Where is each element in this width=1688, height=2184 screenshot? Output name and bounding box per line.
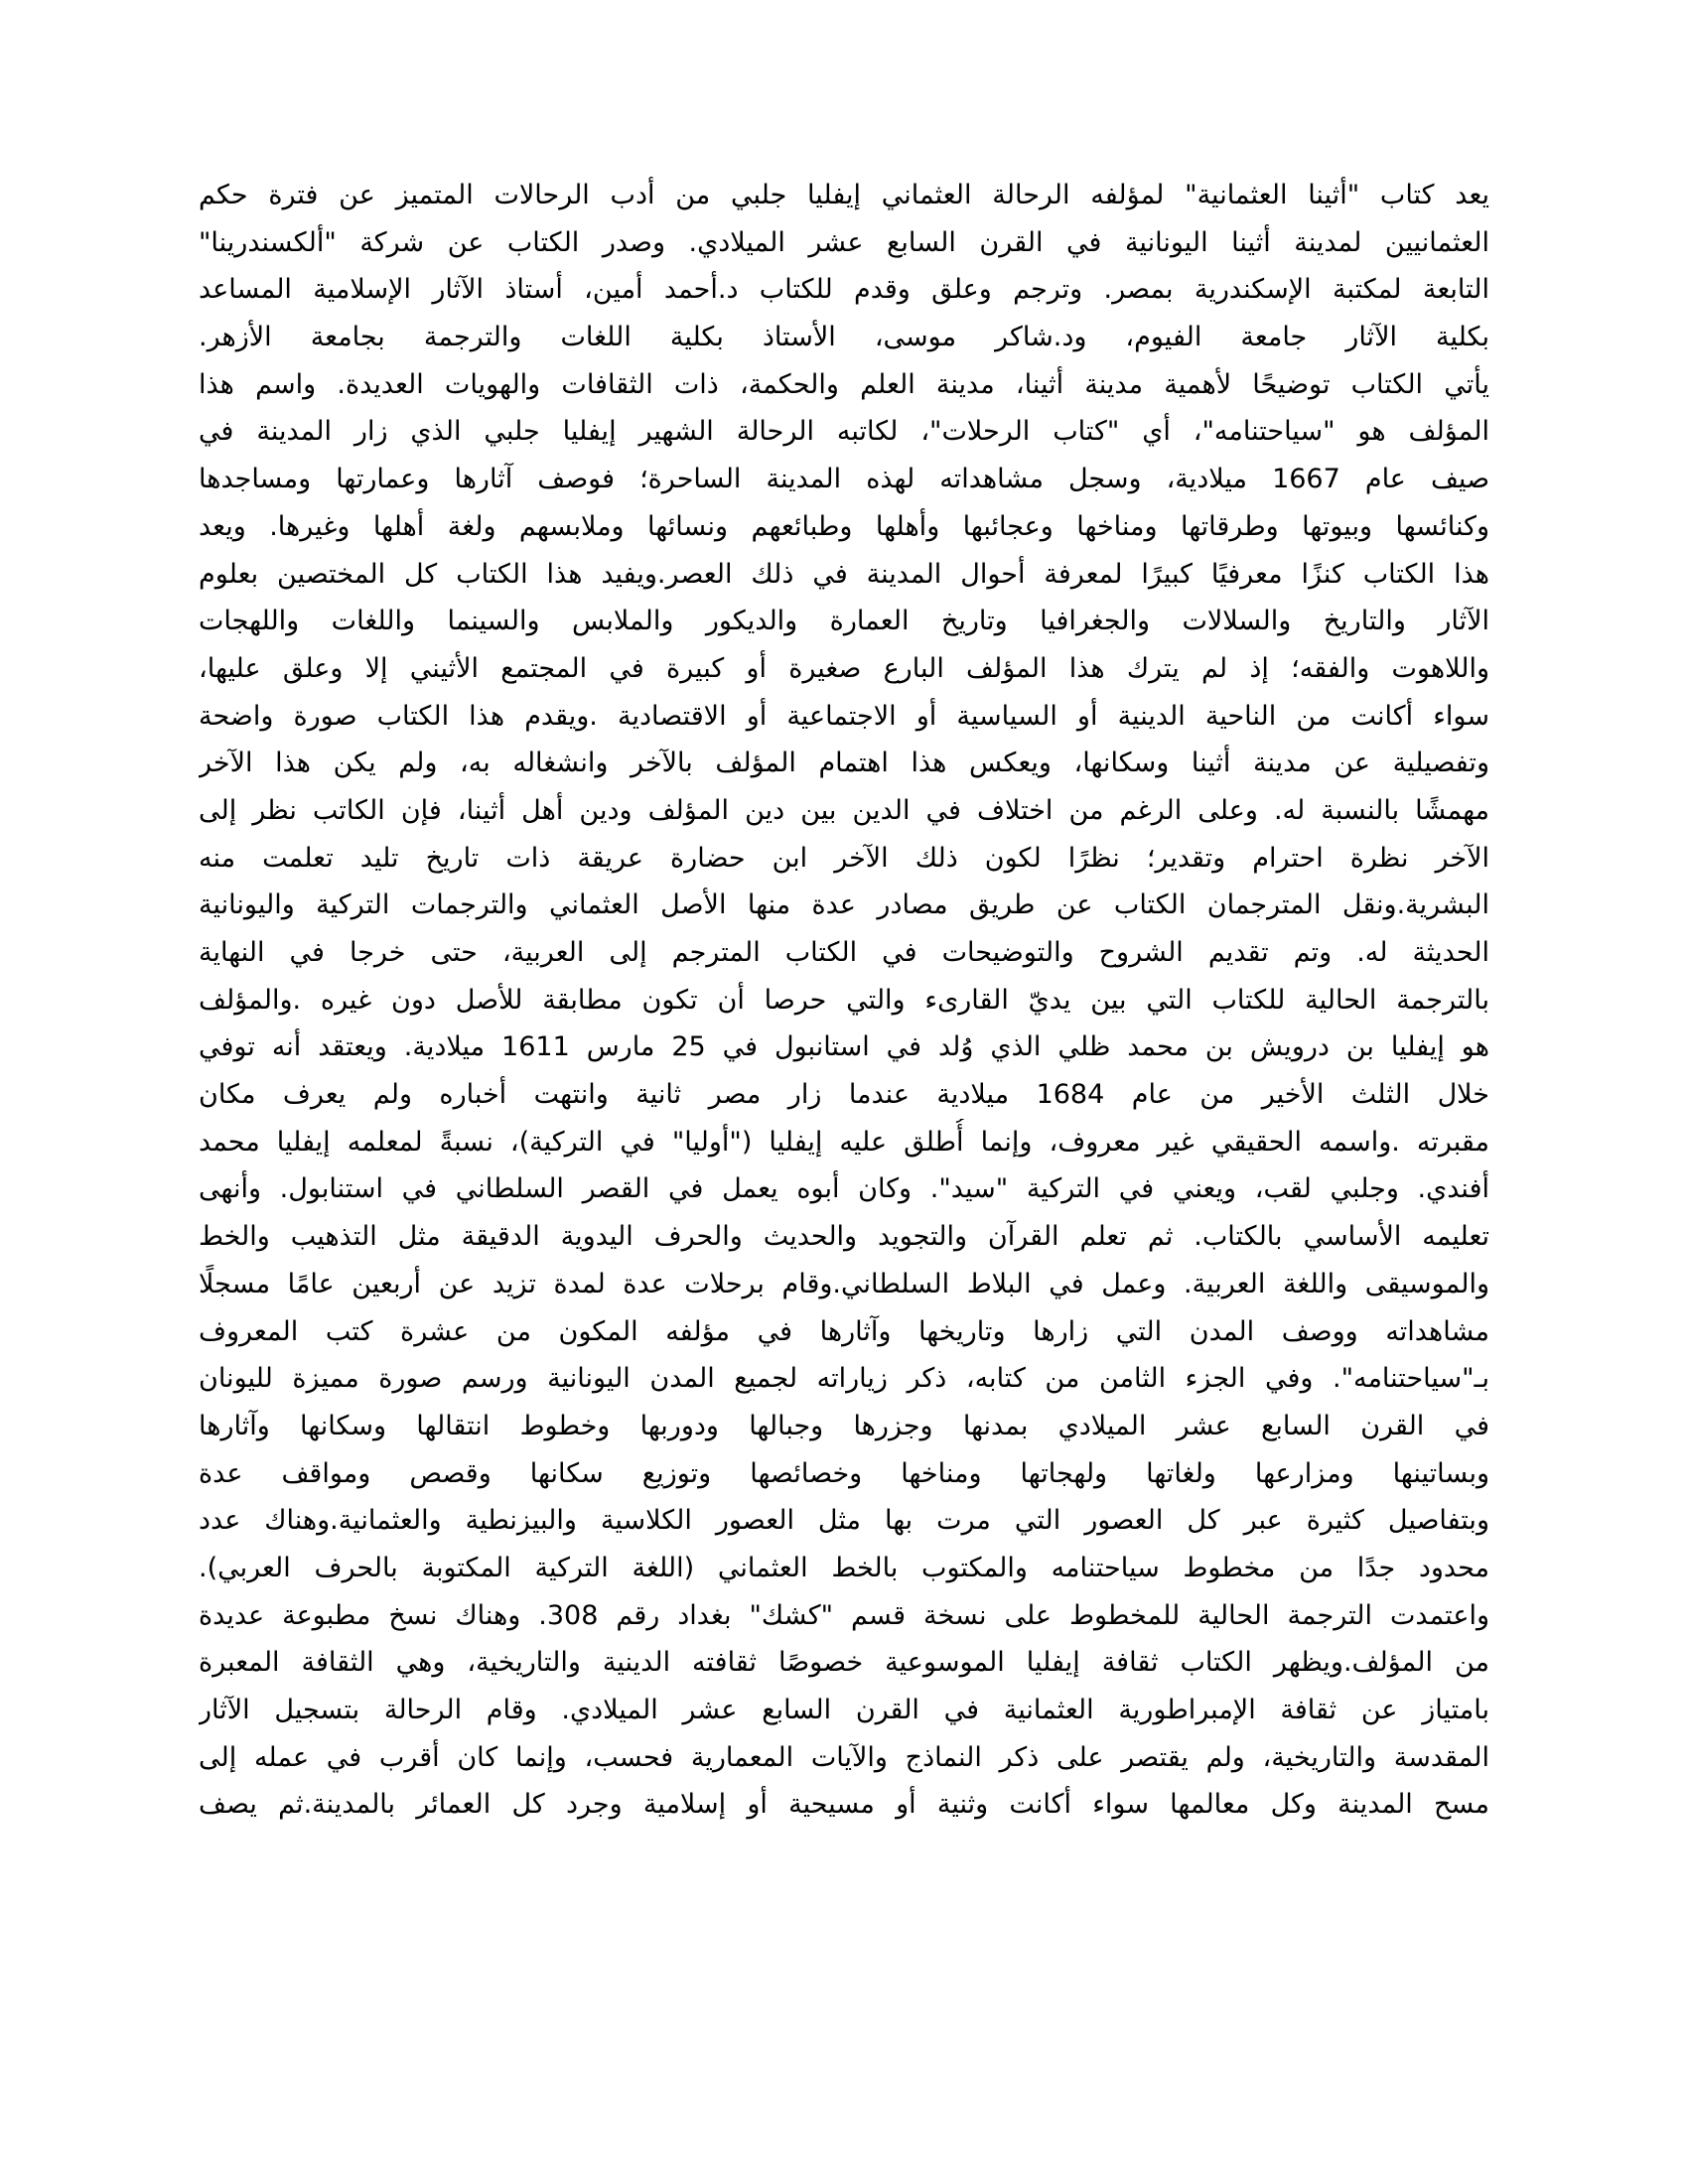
text-line: مقبرته .واسمه الحقيقي غير معروف، وإنما أُطلق عليه إيفليا ("أوليا" في التركية)، نسبةً لمعلمه إيفليا محمد [199, 1126, 1489, 1158]
text-line: وبتفاصيل كثيرة عبر كل العصور التي مرت بها مثل العصور الكلاسية والبيزنطية والعثمانية.وهناك عدد [199, 1505, 1489, 1537]
text-line: في القرن السابع عشر الميلادي بمدنها وجزرها وجبالها ودوربها وخطوط انتقالها وسكانها وآثارها [199, 1410, 1489, 1441]
text-line: وبساتينها ومزارعها ولغاتها ولهجاتها ومناخها وخصائصها وتوزيع سكانها وقصص ومواقف عدة [199, 1457, 1489, 1489]
text-line: المقدسة والتاريخية، ولم يقتصر على ذكر النماذج والآيات المعمارية فحسب، وإنما كان أقرب في عمله إلى [199, 1741, 1489, 1773]
text-line: البشرية.ونقل المترجمان الكتاب عن طريق مصادر عدة منها الأصل العثماني والترجمات التركية واليونانية [199, 889, 1489, 921]
body-text [199, 172, 1489, 1829]
text-line: بكلية الآثار جامعة الفيوم، ود.شاكر موسى، الأستاذ بكلية اللغات والترجمة بجامعة الأزهر. [199, 322, 1489, 353]
text-line: محدود جدًا من مخطوط سياحتنامه والمكتوب بالخط العثماني (اللغة التركية المكتوبة بالحرف العربي). [199, 1552, 1489, 1583]
text-line: مشاهداته ووصف المدن التي زارها وتاريخها وآثارها في مؤلفه المكون من عشرة كتب المعروف [199, 1315, 1489, 1347]
text-line: الحديثة له. وتم تقديم الشروح والتوضيحات في الكتاب المترجم إلى العربية، حتى خرجا في النهاية [199, 937, 1489, 968]
text-line: من المؤلف.ويظهر الكتاب ثقافة إيفليا الموسوعية خصوصًا ثقافته الدينية والتاريخية، وهي الثقافة المعبرة [199, 1647, 1489, 1679]
text-line: واللاهوت والفقه؛ إذ لم يترك هذا المؤلف البارع صغيرة أو كبيرة في المجتمع الأثيني إلا وعلق عليها، [199, 652, 1489, 684]
text-line: هو إيفليا بن درويش بن محمد ظلي الذي وُلد في استانبول في 25 مارس 1611 ميلادية. ويعتقد أنه توفي [199, 1031, 1489, 1063]
text-line: يأتي الكتاب توضيحًا لأهمية مدينة أثينا، مدينة العلم والحكمة، ذات الثقافات والهويات العديدة. واسم هذا [199, 368, 1489, 400]
text-line: واعتمدت الترجمة الحالية للمخطوط على نسخة قسم "كشك" بغداد رقم 308. وهناك نسخ مطبوعة عديدة [199, 1599, 1489, 1631]
text-line: خلال الثلث الأخير من عام 1684 ميلادية عندما زار مصر ثانية وانتهت أخباره ولم يعرف مكان [199, 1079, 1489, 1111]
text-line: المؤلف هو "سياحتنامه"، أي "كتاب الرحلات"، لكاتبه الرحالة الشهير إيفليا جلبي الذي زار المدينة في [199, 416, 1489, 448]
text-line: والموسيقى واللغة العربية. وعمل في البلاط السلطاني.وقام برحلات عدة لمدة تزيد عن أربعين عامًا مسجلًا [199, 1268, 1489, 1299]
text-line: سواء أكانت من الناحية الدينية أو السياسية أو الاجتماعية أو الاقتصادية .ويقدم هذا الكتاب صورة واضحة [199, 700, 1489, 732]
text-line: الآخر نظرة احترام وتقدير؛ نظرًا لكون ذلك الآخر ابن حضارة عريقة ذات تاريخ تليد تعلمت منه [199, 842, 1489, 874]
text-line: يعد كتاب "أثينا العثمانية" لمؤلفه الرحالة العثماني إيفليا جلبي من أدب الرحالات المتميز عن فترة حكم [199, 180, 1489, 210]
text-line: مهمشًا بالنسبة له. وعلى الرغم من اختلاف في الدين بين دين المؤلف ودين أهل أثينا، فإن الكاتب نظر إلى [199, 794, 1489, 826]
text-line: الآثار والتاريخ والسلالات والجغرافيا وتاريخ العمارة والديكور والملابس والسينما واللغات واللهجات [199, 606, 1489, 637]
text-line: مسح المدينة وكل معالمها سواء أكانت وثنية أو مسيحية أو إسلامية وجرد كل العمائر بالمدينة.ثم يصف [199, 1789, 1489, 1821]
text-line: تعليمه الأساسي بالكتاب. ثم تعلم القرآن والتجويد والحديث والحرف اليدوية الدقيقة مثل التذهيب والخط [199, 1221, 1489, 1253]
text-line: أفندي. وجلبي لقب، ويعني في التركية "سيد". وكان أبوه يعمل في القصر السلطاني في استنابول. وأنهى [199, 1173, 1489, 1205]
text-line: هذا الكتاب كنزًا معرفيًا كبيرًا لمعرفة أحوال المدينة في ذلك العصر.ويفيد هذا الكتاب كل المختصين بعلوم [199, 558, 1489, 590]
text-line: صيف عام 1667 ميلادية، وسجل مشاهداته لهذه المدينة الساحرة؛ فوصف آثارها وعمارتها ومساجدها [199, 464, 1489, 495]
text-line: وكنائسها وبيوتها وطرقاتها ومناخها وعجائبها وأهلها وطبائعهم ونسائها وملابسهم ولغة أهلها وغيرها. ويعد [199, 510, 1489, 542]
text-line: وتفصيلية عن مدينة أثينا وسكانها، ويعكس هذا اهتمام المؤلف بالآخر وانشغاله به، ولم يكن هذا الآخر [199, 748, 1489, 779]
text-line: بالترجمة الحالية للكتاب التي بين يديّ القارىء والتي حرصا أن تكون مطابقة للأصل دون غيره .والمؤلف [199, 984, 1489, 1016]
text-line: التابعة لمكتبة الإسكندرية بمصر. وترجم وعلق وقدم للكتاب د.أحمد أمين، أستاذ الآثار الإسلامية المساعد [199, 274, 1489, 306]
text-line: بـ"سياحتنامه". وفي الجزء الثامن من كتابه، ذكر زياراته لجميع المدن اليونانية ورسم صورة مميزة لليونان [199, 1363, 1489, 1395]
text-line: بامتياز عن ثقافة الإمبراطورية العثمانية في القرن السابع عشر الميلادي. وقام الرحالة بتسجيل الآثار [199, 1695, 1489, 1725]
text-line: العثمانيين لمدينة أثينا اليونانية في القرن السابع عشر الميلادي. وصدر الكتاب عن شركة "ألكسندرينا" [199, 226, 1489, 258]
